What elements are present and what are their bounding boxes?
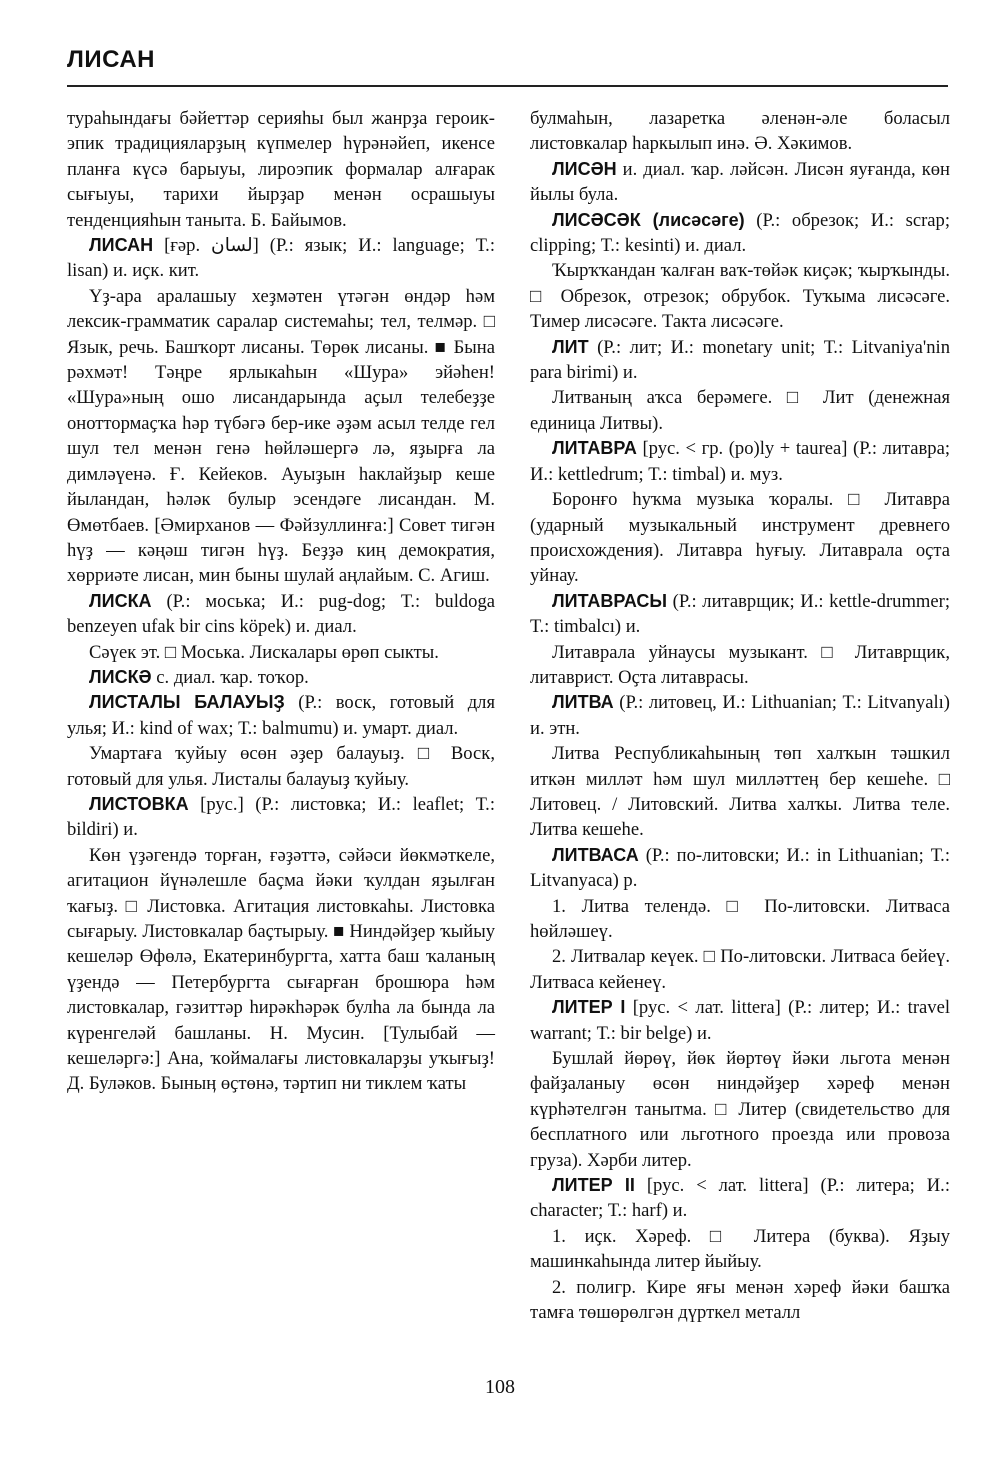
dictionary-entry (530, 690, 950, 741)
headword: ЛИТ (552, 336, 589, 357)
dictionary-entry (530, 157, 950, 208)
entry-text: Умартаға ҡуйыу өсөн әҙер балауыҙ. □ Воск, готовый для улья. Листалы балауыҙ ҡуйыу. (67, 743, 495, 790)
dictionary-entry (530, 843, 950, 894)
headword: ЛИТАВРА (552, 438, 637, 459)
sense-number: 1. (552, 1225, 585, 1247)
entry-text: иҫк. Хәреф. □ Литера (буква). Яҙыу машинкаһында литер йыйыу. (530, 1225, 950, 1273)
entry-text: (Р.: обрезок; И.: scrap; clipping; Т.: kesinti) и. диал. (530, 209, 950, 257)
entry-text: Бушлай йөрөү, йөк йөртөү йәки льгота менән файҙаланыу өсөн ниндәйҙер хәреф менән күрһәтелгән танытма. □ Литер (свидетельство для бесплатного или льготного проезда или провоза груза). Хәрби литер. (530, 1048, 950, 1171)
dictionary-entry (67, 589, 495, 640)
entry-paragraph (530, 258, 950, 334)
entry-paragraph (67, 843, 495, 1097)
dictionary-entry (530, 436, 950, 487)
entry-text: Сәүек эт. □ Моська. Лискалары өрөп сыкты. (89, 641, 439, 663)
entry-text: с. диал. ҡар. тоҡор. (151, 666, 309, 688)
entry-paragraph (530, 944, 950, 995)
entry-text: [рус.] (Р.: листовка; И.: leaflet; Т.: bildiri) и. (67, 793, 495, 841)
headword: ЛИСӘН (552, 158, 617, 179)
dictionary-entry (67, 665, 495, 690)
entry-text: Литваның аҡса берәмеге. □ Лит (денежная единица Литвы). (530, 387, 950, 434)
dictionary-entry (67, 792, 495, 843)
entry-text: (Р.: воск, готовый для улья; И.: kind of wax; Т.: balmumu) и. умарт. диал. (67, 692, 495, 739)
headword: ЛИСКА (89, 590, 152, 611)
entry-text: (Р.: литовец, И.: Lithuanian; Т.: Litvanyalı) и. этн. (530, 692, 950, 739)
entry-paragraph (530, 640, 950, 691)
left-column (67, 106, 495, 1097)
headword: ЛИСКӘ (89, 666, 152, 687)
entry-text: Литвалар кеүек. □ По-литовски. Литваса бейеү. Литваса кейенеү. (530, 946, 950, 993)
entry-paragraph (67, 284, 495, 589)
headword: ЛИТЕР I (552, 997, 626, 1018)
headword: ЛИТАВРАСЫ (552, 590, 668, 611)
headword: ЛИТЕР II (552, 1175, 635, 1196)
entry-text: (Р.: лит; И.: monetary unit; Т.: Litvaniya'nin para birimi) и. (530, 336, 950, 384)
dictionary-entry (530, 1173, 950, 1224)
entry-paragraph (530, 1046, 950, 1173)
header-rule (67, 85, 948, 87)
entry-paragraph (530, 1275, 950, 1326)
entry-text: и. диал. ҡар. ләйсән. Лисән яуғанда, көн йылы була. (530, 158, 950, 206)
running-head: ЛИСАН (67, 46, 155, 73)
dictionary-entry (67, 690, 495, 741)
dictionary-entry (67, 233, 495, 284)
headword: ЛИТВА (552, 692, 614, 713)
sense-number: 2. (552, 1276, 577, 1298)
page-number: 108 (485, 1376, 515, 1398)
entry-text: тураһындағы бәйеттәр серияһы был жанрҙа героик-эпик традицияларҙың күпмелер һүрәнәйеп, икенсе планға күсә барыуы, лироэпик формалар алғарак сығыуы, тарихи йырҙар менән осрашыуы тенденцияһын таныта. Б. Байымов. (67, 108, 495, 231)
dictionary-entry (530, 208, 950, 259)
sense-number: 1. (552, 895, 582, 917)
right-column (530, 106, 950, 1326)
headword: ЛИСАН (89, 235, 154, 256)
entry-text: (Р.: по-литовски; И.: in Lithuanian; Т.: Litvanyaca) р. (530, 844, 950, 892)
headword: ЛИСТАЛЫ БАЛАУЫҘ (89, 692, 285, 713)
entry-text: [ғәр. لسان] (Р.: язык; И.: language; Т.: lisan) и. иҫк. кит. (67, 235, 495, 282)
dictionary-entry (530, 995, 950, 1046)
entry-text: Көн үҙәгендә торған, ғәҙәттә, сәйәси йөкмәткеле, агитацион йүнәлешле баҫма йәки ҡулдан яҙылған ҡағыҙ. □ Листовка. Агитация листовкаһы. Листовка сығарыу. Листовкалар баҫтырыу. ■ Ниндәйҙер ҡыйыу кешеләр Өфөлә, Екатеринбургта, хатта баш ҡаланың үҙендә — Петербургта сығарған брошюра һәм листовкалар, гәзиттәр һирәкһәрәк булһа ла бында ла күренгеләй башланы. Н. Мусин. [Тулыбай — кешеләргә:] Ана, ҡоймалағы листовкаларҙы уҡығыҙ! Д. Буләков. Быныӊ өҫтөнә, тәртип ни тиклем ҡаты (67, 844, 495, 1095)
entry-text: [рус. < лат. littera] (Р.: литер; И.: travel warrant; Т.: bir belge) и. (530, 997, 951, 1044)
sense-number: 2. (552, 946, 571, 968)
entry-paragraph (530, 385, 950, 436)
entry-paragraph (530, 741, 950, 843)
entry-text: Литва Республикаһының төп халҡын тәшкил иткән милләт һәм шул милләттеӊ бер кешеһе. □ Литовец. / Литовский. Литва халҡы. Литва теле. Литва кешеһе. (530, 743, 950, 841)
dictionary-entry (530, 335, 950, 386)
headword: ЛИСТОВКА (89, 793, 189, 814)
entry-paragraph (530, 894, 950, 945)
entry-text: Үҙ-ара аралашыу хеҙмәтен үтәгән өндәр һәм лексик-грамматик саралар системаһы; тел, телмәр. □ Язык, речь. Башҡорт лисаны. Төрөк лисаны. ■ Бына рәхмәт! Тәңре ярлыкаһын «Шура» эйәһен! «Шура»ның ошо лисандарында аҫыл телебеҙҙе оноттормаҫҡа һәр түбәгә бер-ике әҙәм асыл телде гел шул тел менән генә һөйләшергә лә, яҙырға ла димләүенә. Ғ. Кейеков. Ауыҙын һаклайҙыр кеше йыландан, һәләк булыр эсендәге лисандан. М. Өмөтбаев. [Әмирханов — Фәйзуллинға:] Совет тигән һүҙ — кәңәш тигән һүҙ. Беҙҙә киң демократия, хөрриәте лисан, мин быны шулай аңлайым. С. Агиш. (67, 285, 495, 587)
dictionary-entry (530, 589, 950, 640)
entry-text: Литва телендә. □ По-литовски. Литваса һөйләшеү. (530, 895, 950, 942)
entry-text: [рус. < гр. (po)ly + taurea] (Р.: литавра; И.: kettledrum; Т.: timbal) и. муз. (530, 438, 950, 485)
entry-text: [рус. < лат. littera] (Р.: литера; И.: character; Т.: harf) и. (530, 1175, 950, 1222)
entry-text: Боронғо һуҡма музыка ҡоралы. □ Литавра (ударный музыкальный инструмент древнего происхождения). Литавра һуғыу. Литавралa оҫта уйнау. (530, 489, 950, 587)
entry-paragraph (530, 487, 950, 589)
headword: ЛИСӘСӘК (лисәсәге) (552, 209, 745, 230)
entry-paragraph (530, 1224, 950, 1275)
entry-paragraph (530, 106, 950, 157)
entry-text: полигр. Кире яғы менән хәреф йәки башҡа тамға төшөрөлгән дүрткел металл (530, 1276, 950, 1324)
entry-paragraph (67, 640, 495, 665)
entry-text: Литаврала уйнаусы музыкант. □ Литаврщик, литаврист. Оҫта литаврасы. (530, 641, 950, 688)
entry-text: Ҡырҡҡандан ҡалған ваҡ-төйәк киҫәк; ҡырҡынды. □ Обрезок, отрезок; обрубок. Туҡыма лисәсәге. Тимер лисәсәге. Такта лисәсәге. (530, 260, 950, 333)
entry-text: (Р.: моська; И.: pug-dog; Т.: buldoga benzeyen ufak bir cins köpek) и. диал. (67, 590, 495, 638)
headword: ЛИТВАСА (552, 844, 639, 865)
entry-text: булмаһын, лазаретка әленән-әле боласыл листовкалар һаркылып инә. Ә. Хәкимов. (530, 108, 950, 155)
entry-paragraph (67, 106, 495, 233)
entry-paragraph (67, 741, 495, 792)
entry-text: (Р.: литаврщик; И.: kettle-drummer; Т.: timbalcı) и. (530, 590, 950, 638)
